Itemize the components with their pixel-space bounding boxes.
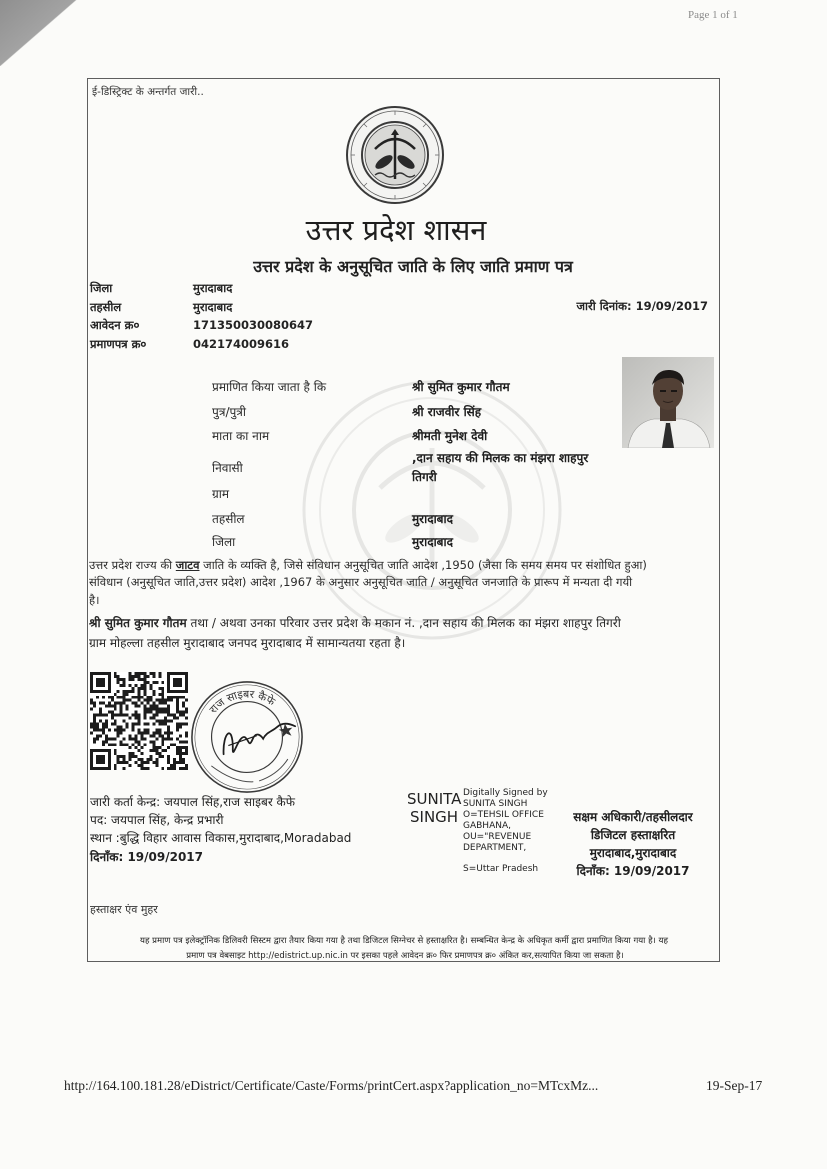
digital-signature-detail: OU="REVENUE	[463, 832, 532, 842]
declaration-line3: है।	[89, 593, 100, 607]
mother-name-label: माता का नाम	[212, 429, 270, 443]
resident-address-line2: तिगरी	[412, 470, 437, 484]
signer-name-line1: SUNITA	[407, 790, 462, 808]
digital-signature-detail: DEPARTMENT,	[463, 843, 527, 853]
digital-signature-detail: SUNITA SINGH	[463, 799, 528, 809]
detail-tehsil-label: तहसील	[212, 512, 245, 526]
certificate-number-label: प्रमाणपत्र क्र०	[90, 337, 147, 351]
signature-and-seal-label: हस्ताक्षर एंव मुहर	[90, 903, 158, 916]
authority-location: मुरादाबाद,मुरादाबाद	[589, 846, 677, 860]
digital-signature-detail: O=TEHSIL OFFICE	[463, 810, 544, 820]
applicant-name: श्री सुमित कुमार गौतम	[412, 380, 510, 394]
footer-notice-line2: प्रमाण पत्र वेबसाइट http://edistrict.up.nic.in पर इसका पहले आवेदन क्र० फिर प्रमाणपत्र क्र० अंकित कर,सत्यापित किया जा सकता है।	[186, 951, 624, 961]
mother-name: श्रीमती मुनेश देवी	[412, 429, 488, 443]
up-government-emblem-icon	[345, 105, 445, 205]
issuing-date: दिनाँक: 19/09/2017	[90, 850, 204, 864]
tehsil-value: मुरादाबाद	[193, 300, 233, 314]
district-value: मुरादाबाद	[193, 281, 233, 295]
scan-corner-shadow	[0, 0, 78, 66]
application-number-label: आवेदन क्र०	[90, 318, 140, 332]
son-daughter-label: पुत्र/पुत्री	[212, 405, 247, 419]
qr-code	[90, 672, 188, 770]
issuing-centre-stamp	[180, 670, 313, 803]
declaration-suffix: जाति के व्यक्ति है, जिसे संविधान अनुसूचित जाति आदेश ,1950 (जैसा कि समय समय पर संशोधित हुआ)	[199, 558, 647, 572]
certificate-subtitle: उत्तर प्रदेश के अनुसूचित जाति के लिए जाति प्रमाण पत्र	[253, 257, 573, 276]
footer-notice-line1: यह प्रमाण पत्र इलेक्ट्रॉनिक डिलिवरी सिस्टम द्वारा तैयार किया गया है तथा डिजिटल सिग्नेचर से हस्ताक्षरित है। सम्बन्धित केन्द्र के अधिकृत कर्मी द्वारा प्रमाणित किया गया है। यह	[140, 936, 668, 946]
digital-signature-detail: S=Uttar Pradesh	[463, 864, 539, 874]
issuing-centre: जारी कर्ता केन्द्र: जयपाल सिंह,राज साइबर कैफे	[90, 795, 296, 809]
declaration-line2: संविधान (अनुसूचित जाति,उत्तर प्रदेश) आदेश ,1967 के अनुसार अनुसूचित जाति / अनुसूचित जनजाति के प्रारूप में मन्यता दी गयी	[89, 575, 633, 589]
tehsil-label: तहसील	[90, 300, 122, 314]
issuing-place: स्थान :बुद्धि विहार आवास विकास,मुरादाबाद,Moradabad	[90, 831, 352, 845]
issue-date: जारी दिनांक: 19/09/2017	[576, 299, 708, 313]
caste-name: जाटव	[175, 558, 200, 572]
district-label: जिला	[90, 281, 113, 295]
declaration-line1	[89, 558, 713, 573]
issuing-post: पद: जयपाल सिंह, केन्द्र प्रभारी	[90, 813, 224, 827]
declaration-prefix: उत्तर प्रदेश राज्य की	[89, 558, 176, 572]
detail-tehsil-value: मुरादाबाद	[412, 512, 454, 526]
page-number: Page 1 of 1	[688, 9, 738, 21]
residence-applicant-name: श्री सुमित कुमार गौतम	[89, 616, 187, 630]
residence-address: तथा / अथवा उनका परिवार उत्तर प्रदेश के मकान नं. ,दान सहाय की मिलक का मंझरा शाहपुर तिगरी	[186, 616, 621, 630]
certificate-number-value: 042174009616	[193, 337, 290, 351]
detail-district-value: मुरादाबाद	[412, 535, 454, 549]
application-number-value: 171350030080647	[193, 318, 314, 332]
print-footer-url: http://164.100.181.28/eDistrict/Certificate/Caste/Forms/printCert.aspx?application_no=MTcxMz...	[64, 1078, 599, 1093]
residence-line1	[89, 614, 713, 631]
signer-name-line2: SINGH	[410, 808, 459, 826]
digital-signature-detail: Digitally Signed by	[463, 788, 548, 798]
authority-designation: सक्षम अधिकारी/तहसीलदार	[573, 810, 693, 824]
page-title: उत्तर प्रदेश शासन	[305, 213, 487, 247]
resident-label: निवासी	[212, 461, 243, 475]
print-footer-date: 19-Sep-17	[706, 1078, 763, 1093]
village-label: ग्राम	[212, 487, 230, 501]
authority-digitally-signed: डिजिटल हस्ताक्षरित	[590, 828, 676, 842]
authority-date: दिनाँक: 19/09/2017	[576, 864, 690, 878]
stamp-ring-text: राज साइबर कैफे	[206, 687, 278, 716]
certified-that-label: प्रमाणित किया जाता है कि	[212, 380, 327, 394]
digital-signature-detail: GABHANA,	[463, 821, 511, 831]
detail-district-label: जिला	[212, 535, 236, 549]
resident-address-line1: ,दान सहाय की मिलक का मंझरा शाहपुर	[412, 451, 589, 465]
father-name: श्री राजवीर सिंह	[412, 405, 482, 419]
applicant-photo	[622, 357, 714, 448]
issued-under-note: ई-डिस्ट्रिक्ट के अन्तर्गत जारी..	[92, 86, 204, 98]
residence-line2: ग्राम मोहल्ला तहसील मुरादाबाद जनपद मुरादाबाद में सामान्यतया रहता है।	[89, 636, 406, 650]
